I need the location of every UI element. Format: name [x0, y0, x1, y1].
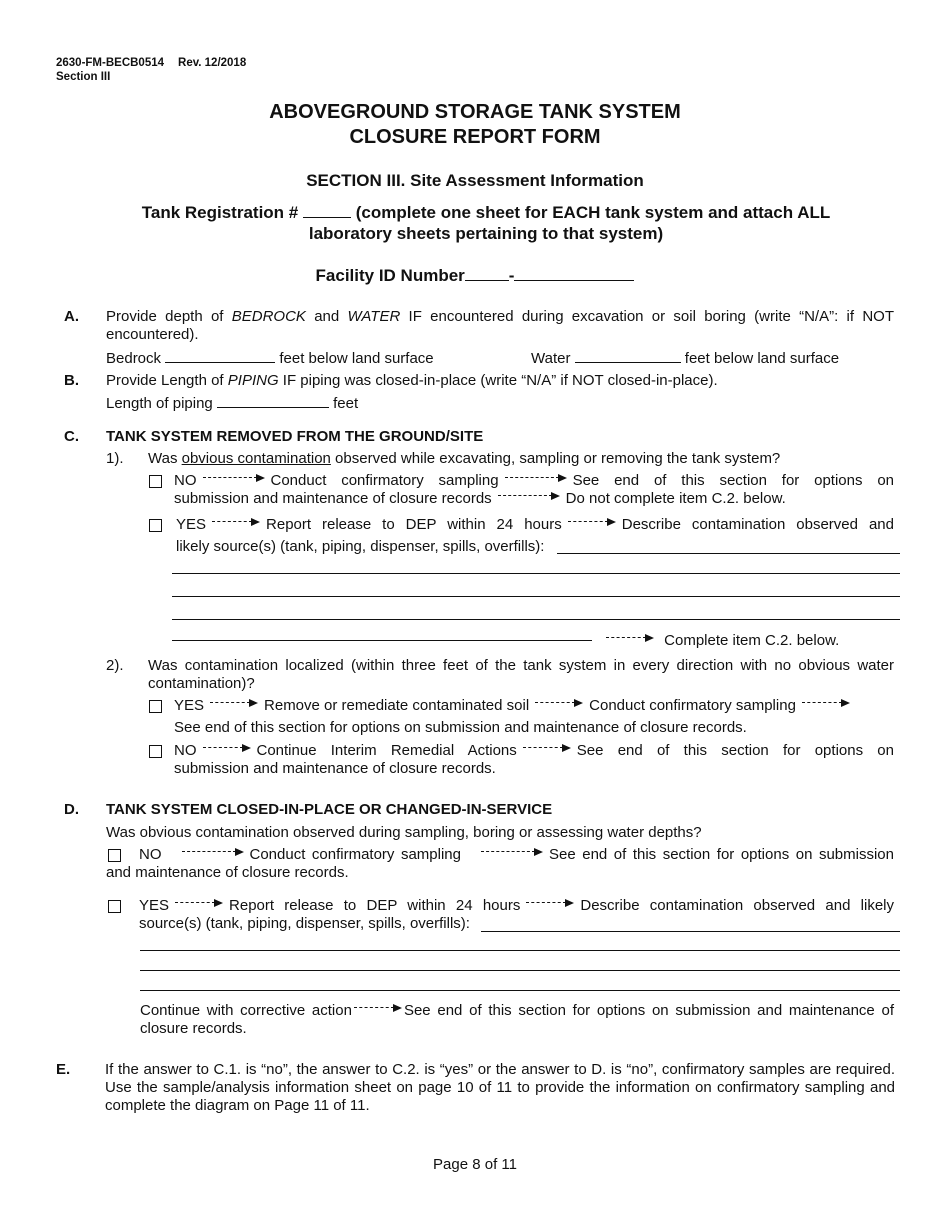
c1-description-line[interactable] — [172, 619, 900, 620]
d-yes-option: YES Report release to DEP within 24 hours Describe contamination observed and likely — [139, 897, 894, 914]
item-e-text: If the answer to C.1. is “no”, the answer to C.2. is “yes” or the answer to D. is “no”, confirmatory samples are required. Use the sample/analysis information sheet on page 10 of 11 to provide the information on confirmatory sampling and complete the diagram on Page 11 of 11. — [105, 1061, 895, 1114]
arrow-icon — [526, 899, 574, 907]
d-description-line[interactable] — [140, 990, 900, 991]
c1-description-line[interactable] — [172, 573, 900, 574]
piping-length — [106, 394, 358, 413]
bedrock-depth — [106, 349, 434, 368]
item-e-letter: E. — [56, 1061, 71, 1078]
c1-question: Was obvious contamination observed while excavating, sampling or removing the tank system? — [148, 450, 781, 467]
water-label: Water — [531, 350, 571, 367]
page-number: Page 8 of 11 — [433, 1156, 517, 1173]
arrow-icon — [568, 518, 616, 526]
d-description-line[interactable] — [140, 970, 900, 971]
item-d-question: Was obvious contamination observed during sampling, boring or assessing water depths? — [106, 824, 702, 841]
arrow-icon — [212, 518, 260, 526]
c1-no-option-cont: submission and maintenance of closure records Do not complete item C.2. below. — [174, 490, 786, 507]
facility-id-separator: - — [508, 266, 515, 285]
c2-no-option: NO Continue Interim Remedial Actions See end of this section for options on — [174, 742, 894, 759]
piping-length-unit: feet — [333, 395, 359, 412]
arrow-icon — [802, 699, 850, 707]
facility-id-field-1[interactable] — [465, 267, 509, 281]
water-depth-field[interactable] — [575, 349, 681, 363]
item-c-heading: TANK SYSTEM REMOVED FROM THE GROUND/SITE — [106, 428, 484, 445]
d-continue: Continue with corrective action See end of this section for options on submission and maintenance of — [140, 1002, 895, 1019]
arrow-icon — [354, 1004, 402, 1012]
c2-no-option-cont: submission and maintenance of closure records. — [174, 760, 496, 777]
form-revision: Rev. 12/2018 — [178, 57, 247, 69]
d-continue-cont: closure records. — [140, 1020, 247, 1037]
water-depth — [531, 349, 839, 368]
tank-reg-field[interactable] — [303, 204, 351, 218]
d-no-option-cont: and maintenance of closure records. — [106, 864, 349, 881]
item-b-letter: B. — [64, 372, 79, 389]
item-a-letter: A. — [64, 308, 79, 325]
title-line-1: ABOVEGROUND STORAGE TANK SYSTEM — [269, 101, 681, 123]
bedrock-unit: feet below land surface — [279, 350, 434, 367]
arrow-icon — [535, 699, 583, 707]
tank-reg-label: Tank Registration # — [141, 203, 299, 222]
arrow-icon — [203, 744, 251, 752]
bedrock-depth-field[interactable] — [165, 349, 275, 363]
piping-length-label: Length of piping — [106, 395, 213, 412]
c1-yes-option: YES Report release to DEP within 24 hours Describe contamination observed and — [176, 516, 894, 533]
title-line-2: CLOSURE REPORT FORM — [349, 126, 601, 148]
c1-no-checkbox[interactable] — [149, 475, 162, 488]
c2-question: Was contamination localized (within three feet of the tank system in every direction with no obvious water contamination)? — [148, 657, 894, 692]
d-yes-option-cont: source(s) (tank, piping, dispenser, spills, overfills): — [139, 915, 470, 932]
d-no-option: NO Conduct confirmatory sampling See end of this section for options on submission — [139, 846, 894, 863]
c2-number: 2). — [106, 657, 124, 674]
arrow-icon — [505, 474, 567, 482]
water-unit: feet below land surface — [684, 350, 840, 367]
item-d-heading: TANK SYSTEM CLOSED-IN-PLACE OR CHANGED-IN-SERVICE — [106, 801, 553, 818]
c1-description-line[interactable] — [172, 640, 592, 641]
arrow-icon — [498, 492, 560, 500]
arrow-icon — [182, 848, 244, 856]
arrow-icon — [203, 474, 265, 482]
c2-yes-checkbox[interactable] — [149, 700, 162, 713]
arrow-icon — [175, 899, 223, 907]
arrow-icon — [481, 848, 543, 856]
c1-description-line[interactable] — [172, 596, 900, 597]
item-b-text: Provide Length of PIPING IF piping was closed-in-place (write “N/A” if NOT closed-in-place). — [106, 372, 718, 389]
d-no-checkbox[interactable] — [108, 849, 121, 862]
c2-yes-option: YES Remove or remediate contaminated soil Conduct confirmatory sampling — [174, 697, 904, 715]
c1-yes-option-cont: likely source(s) (tank, piping, dispenser, spills, overfills): — [176, 538, 545, 555]
item-d-letter: D. — [64, 801, 79, 818]
form-section: Section III — [56, 71, 111, 83]
c2-no-checkbox[interactable] — [149, 745, 162, 758]
tank-reg-instructions-2: laboratory sheets pertaining to that system) — [308, 224, 664, 243]
form-number: 2630-FM-BECB0514 — [56, 57, 165, 69]
c1-number: 1). — [106, 450, 124, 467]
section-title: SECTION III. Site Assessment Information — [306, 171, 644, 190]
arrow-icon — [210, 699, 258, 707]
form-title — [0, 100, 950, 150]
item-c-letter: C. — [64, 428, 79, 445]
tank-reg-instructions: (complete one sheet for EACH tank system and attach ALL — [355, 203, 831, 222]
d-description-line[interactable] — [481, 931, 900, 932]
piping-length-field[interactable] — [217, 394, 329, 408]
form-header — [56, 56, 246, 84]
bedrock-label: Bedrock — [106, 350, 162, 367]
c1-yes-end: Complete item C.2. below. — [600, 632, 839, 650]
tank-registration — [96, 202, 876, 244]
c1-yes-checkbox[interactable] — [149, 519, 162, 532]
item-a-text: Provide depth of BEDROCK and WATER IF encountered during excavation or soil boring (write “N/A”: if NOT encountered). — [106, 308, 894, 343]
c2-yes-option-cont: See end of this section for options on submission and maintenance of closure records. — [174, 719, 747, 736]
arrow-icon — [606, 634, 654, 642]
c1-no-option: NO Conduct confirmatory sampling See end of this section for options on — [174, 472, 894, 489]
d-yes-checkbox[interactable] — [108, 900, 121, 913]
c1-description-line[interactable] — [557, 553, 900, 554]
arrow-icon — [523, 744, 571, 752]
d-description-line[interactable] — [140, 950, 900, 951]
facility-id-label: Facility ID Number — [315, 266, 465, 285]
facility-id — [0, 267, 950, 285]
facility-id-field-2[interactable] — [514, 267, 634, 281]
